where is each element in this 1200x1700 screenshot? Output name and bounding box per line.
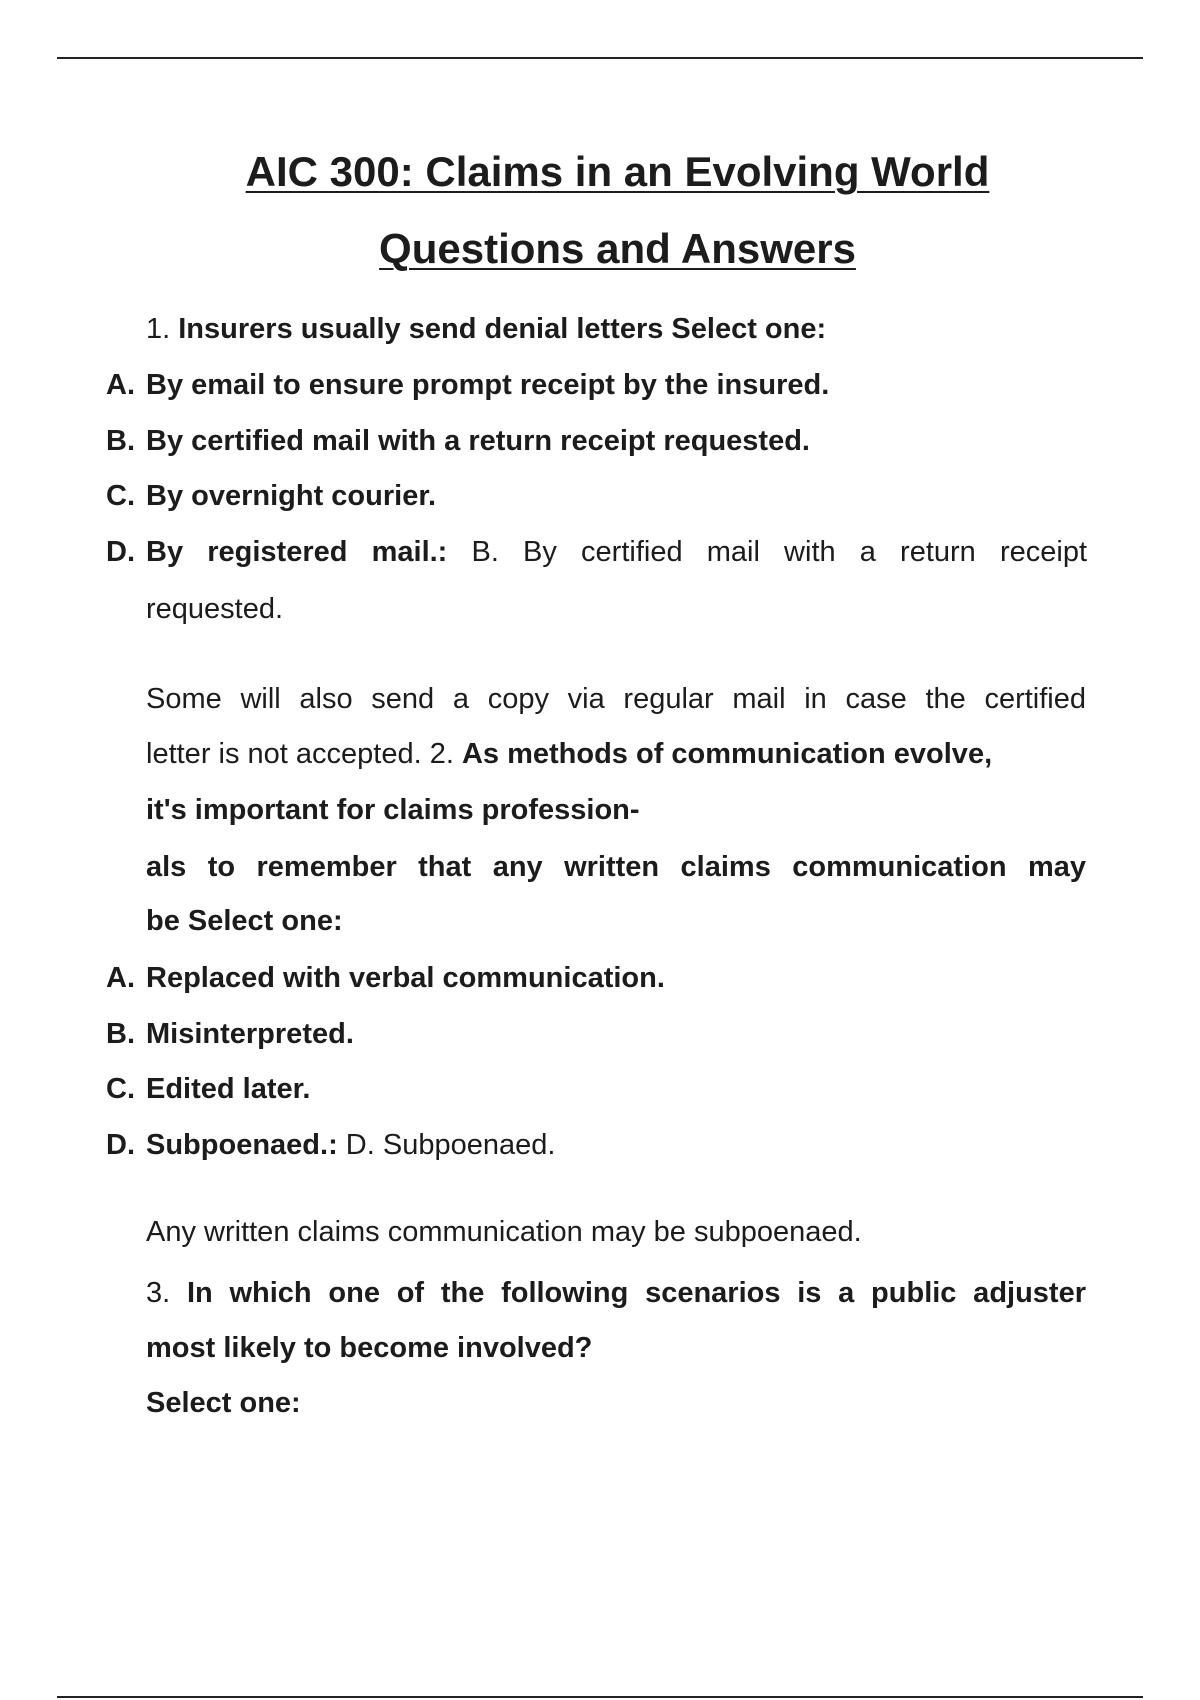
question-number: 2. (429, 738, 454, 770)
document-subtitle: Questions and Answers (379, 225, 856, 272)
option-letter: B. (106, 425, 135, 457)
question-text: Insurers usually send denial letters Select one: (178, 313, 827, 345)
q2-option-a (106, 958, 1106, 998)
q1-option-c (106, 476, 1106, 516)
q1-option-a (106, 365, 1106, 405)
q3-question-line2 (146, 1328, 1086, 1368)
option-letter: C. (106, 480, 135, 512)
explanation-text: Any written claims communication may be subpoenaed. (146, 1216, 862, 1248)
q2-option-b (106, 1014, 1106, 1054)
q1-explanation-line1 (146, 679, 1086, 719)
q1-option-d (106, 532, 1087, 572)
answer-text: D. Subpoenaed. (345, 1129, 556, 1161)
q2-explanation (146, 1212, 1086, 1252)
question-text: most likely to become involved? (146, 1332, 593, 1364)
q1-option-b (106, 421, 1106, 461)
q1-answer-continued (146, 589, 1086, 629)
question-text: As methods of communication evolve, (461, 738, 993, 770)
explanation-text: Some will also send a copy via regular mail in case the certified (146, 683, 1086, 715)
option-letter: B. (106, 1018, 135, 1050)
option-letter: D. (106, 1129, 135, 1161)
q3-select-label (146, 1383, 1086, 1423)
answer-text: B. By certified mail with a return receipt (471, 536, 1088, 568)
select-one-label: Select one: (146, 1387, 301, 1419)
bottom-rule (57, 1696, 1143, 1698)
question-text: be Select one: (146, 905, 343, 937)
top-rule (57, 57, 1143, 59)
q2-question-line3 (146, 847, 1086, 887)
question-number: 1. (146, 313, 171, 345)
option-text: Edited later. (146, 1073, 311, 1105)
option-text: By certified mail with a return receipt requested. (146, 425, 810, 457)
option-text: Subpoenaed.: (146, 1129, 338, 1161)
question-1 (146, 309, 1086, 349)
q2-question-line2 (146, 790, 1086, 830)
option-text: Misinterpreted. (146, 1018, 354, 1050)
document-title: AIC 300: Claims in an Evolving World (245, 148, 990, 195)
option-text: By email to ensure prompt receipt by the insured. (146, 369, 830, 401)
answer-text-continued: requested. (146, 593, 284, 625)
option-text: Replaced with verbal communication. (146, 962, 665, 994)
option-letter: A. (106, 962, 135, 994)
q2-start-line (146, 734, 1086, 774)
question-text: it's important for claims profession- (146, 794, 640, 826)
explanation-text: letter is not accepted. (146, 738, 422, 770)
option-letter: A. (106, 369, 135, 401)
option-text: By overnight courier. (146, 480, 437, 512)
q2-question-line4 (146, 901, 1086, 941)
question-3 (146, 1273, 1086, 1313)
q2-option-c (106, 1069, 1106, 1109)
option-letter: C. (106, 1073, 135, 1105)
question-number: 3. (146, 1277, 171, 1309)
option-letter: D. (106, 536, 135, 568)
q2-option-d (106, 1125, 1106, 1165)
option-text: By registered mail.: (146, 536, 448, 568)
question-text: In which one of the following scenarios is a public adjuster (186, 1277, 1086, 1309)
question-text: als to remember that any written claims communication may (146, 851, 1086, 883)
